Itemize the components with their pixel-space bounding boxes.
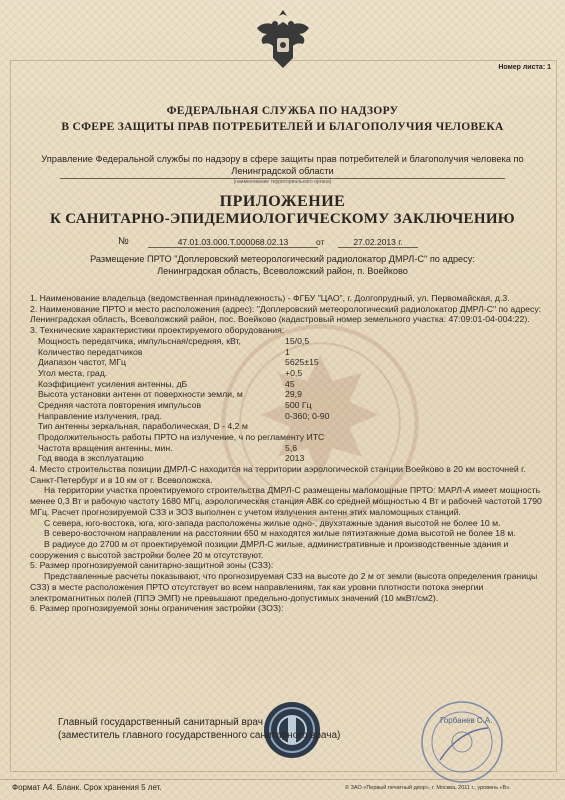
- spec-row: [30, 379, 545, 390]
- department-caption: (наименование территориального органа): [233, 179, 332, 185]
- spec-row: [30, 368, 545, 379]
- footer-divider: [0, 779, 565, 780]
- spec-value: 5625±15: [285, 357, 319, 368]
- spec-row: [30, 432, 545, 443]
- title-line2: К САНИТАРНО-ЭПИДЕМИОЛОГИЧЕСКОМУ ЗАКЛЮЧЕНИЮ: [50, 211, 515, 227]
- spec-label: Год ввода в эксплуатацию: [38, 453, 144, 464]
- spec-row: [30, 400, 545, 411]
- sheet-number: Номер листа: 1: [498, 64, 551, 71]
- signatory-name: Горбанев С.А.: [440, 716, 493, 725]
- printer-imprint: © ЗАО «Первый печатный двор», г. Москва, 2011 г., уровень «В».: [345, 785, 511, 791]
- spec-label: Тип антенны зеркальная, параболическая, D - 4,2 м: [38, 421, 248, 432]
- spec-row: [30, 336, 545, 347]
- spec-label: Продолжительность работы ПРТО на излучение, ч по регламенту ИТС: [38, 432, 325, 442]
- subject-text: Размещение ПРТО "Доплеровский метеорологический радиолокатор ДМРЛ-С" по адресу: Ленинградская область, Всеволожский район, п. Воейково: [90, 254, 475, 276]
- paragraph-4c: С севера, юго-востока, юга, юго-запада расположены жилые одно-, двухэтажные здания высотой не более 10 м.: [44, 517, 501, 528]
- number-sign: №: [118, 236, 129, 247]
- spec-label: Коэффициент усиления антенны, дБ: [38, 378, 188, 389]
- signature-block: [58, 716, 340, 742]
- spec-label: Частота вращения антенны, мин.: [38, 442, 173, 453]
- spec-row: [30, 389, 545, 400]
- section-2: 2. Наименование ПРТО и место расположения (адрес): "Доплеровский метеорологический радиолокатор ДМРЛ-С" по адресу: Ленинградская область, Всеволожский район, пос. Воейково (кадастровый номер земельного участка: 47:09:01-04-004:22).: [30, 303, 542, 325]
- spec-label: Высота установки антенн от поверхности земли, м: [38, 389, 243, 400]
- paragraph-6: 6. Размер прогнозируемой зоны ограничения застройки (ЗОЗ):: [30, 603, 284, 614]
- spec-row: [30, 411, 545, 422]
- spec-row: [30, 357, 545, 368]
- spec-row: [30, 443, 545, 454]
- spec-value: 29,9: [285, 389, 302, 400]
- spec-value: 0-360; 0-90: [285, 410, 330, 421]
- spec-value: 2013: [285, 453, 305, 464]
- round-stamp-icon: [420, 700, 505, 785]
- spec-label: Направление излучения, град.: [38, 410, 162, 421]
- form-footer: Формат А4. Бланк. Срок хранения 5 лет.: [12, 783, 162, 792]
- title-line1: ПРИЛОЖЕНИЕ: [219, 193, 346, 210]
- paragraph-4e: В радиусе до 2700 м от проектируемой позиции ДМРЛ-С жилые, административные и производственные здания и сооружения с высотой застройки более 20 м отсутствуют.: [30, 538, 509, 560]
- paragraph-5: 5. Размер прогнозируемой санитарно-защитной зоны (СЗЗ):: [30, 560, 274, 571]
- spec-value: +0,5: [285, 367, 303, 378]
- document-number: 47.01.03.000.Т.000068.02.13: [148, 237, 318, 248]
- spec-row: [30, 347, 545, 358]
- spec-label: Диапазон частот, МГц: [38, 357, 126, 368]
- spec-value: 15/0,5: [285, 335, 310, 346]
- department-name: Управление Федеральной службы по надзору в сфере защиты прав потребителей и благополучия человека по Ленинградской области: [41, 154, 524, 176]
- section-3: 3. Технические характеристики проектируемого оборудования:: [30, 325, 285, 336]
- paragraph-4: 4. Место строительства позиции ДМРЛ-С находится на территории аэрологической станции Воейково в 20 км восточней г. Санкт-Петербург и в 10 км от г. Всеволожска.: [30, 464, 526, 485]
- signature-subtitle: (заместитель главного государственного санитарного врача): [58, 730, 341, 741]
- paragraph-4b: На территории участка проектируемого строительства ДМРЛ-С размещены маломощные ПРТО: МАРЛ-А имеет мощность менее 0,3 Вт и рабочую частоту 1680 МГц, аэрологическая станция АВК со средней мощностью 4 Вт и рабочей частотой 1790 МГц. Расчет прогнозируемой СЗЗ и ЗОЗ выполнен с учетом излучения антенн этих маломощных станций.: [30, 485, 542, 517]
- spec-label: Мощность передатчика, импульсная/средняя, кВт,: [38, 335, 241, 346]
- document-body: [30, 293, 545, 614]
- signature-title: Главный государственный санитарный врач: [58, 717, 263, 728]
- spec-label: Средняя частота повторения импульсов: [38, 399, 202, 410]
- spec-value: 500 Гц: [285, 399, 312, 410]
- paragraph-4d: В северо-восточном направлении на расстоянии 650 м находятся жилые пятиэтажные дома высотой не более 18 м.: [44, 528, 516, 539]
- specs-list: [30, 336, 545, 464]
- spec-label: Количество передатчиков: [38, 346, 143, 357]
- date-label: от: [316, 237, 325, 247]
- section-1: 1. Наименование владельца (ведомственная принадлежность) - ФГБУ "ЦАО", г. Долгопрудный, ул. Первомайская, д.3.: [30, 293, 510, 303]
- agency-name-line1: ФЕДЕРАЛЬНАЯ СЛУЖБА ПО НАДЗОРУ: [166, 105, 399, 117]
- coat-of-arms-icon: [247, 4, 319, 72]
- agency-name-line2: В СФЕРЕ ЗАЩИТЫ ПРАВ ПОТРЕБИТЕЛЕЙ И БЛАГОПОЛУЧИЯ ЧЕЛОВЕКА: [61, 121, 504, 133]
- spec-value: 45: [285, 378, 295, 389]
- paragraph-5b: Представленные расчеты показывают, что прогнозируемая СЗЗ на высоте до 2 м от земли (высота определения границы СЗЗ) в месте расположения ПРТО отсутствует во всем направлениям, так как уровни плотности потока энергии электромагнитных полей (ППЭ ЭМП) не превышают предельно-допустимых значений (10 мкВт/см2).: [30, 571, 538, 603]
- spec-row: [30, 421, 545, 432]
- spec-value: 1: [285, 346, 290, 357]
- spec-label: Угол места, град.: [38, 367, 108, 378]
- spec-row: [30, 453, 545, 464]
- spec-value: 5,6: [285, 442, 298, 453]
- document-date: 27.02.2013 г.: [338, 237, 418, 248]
